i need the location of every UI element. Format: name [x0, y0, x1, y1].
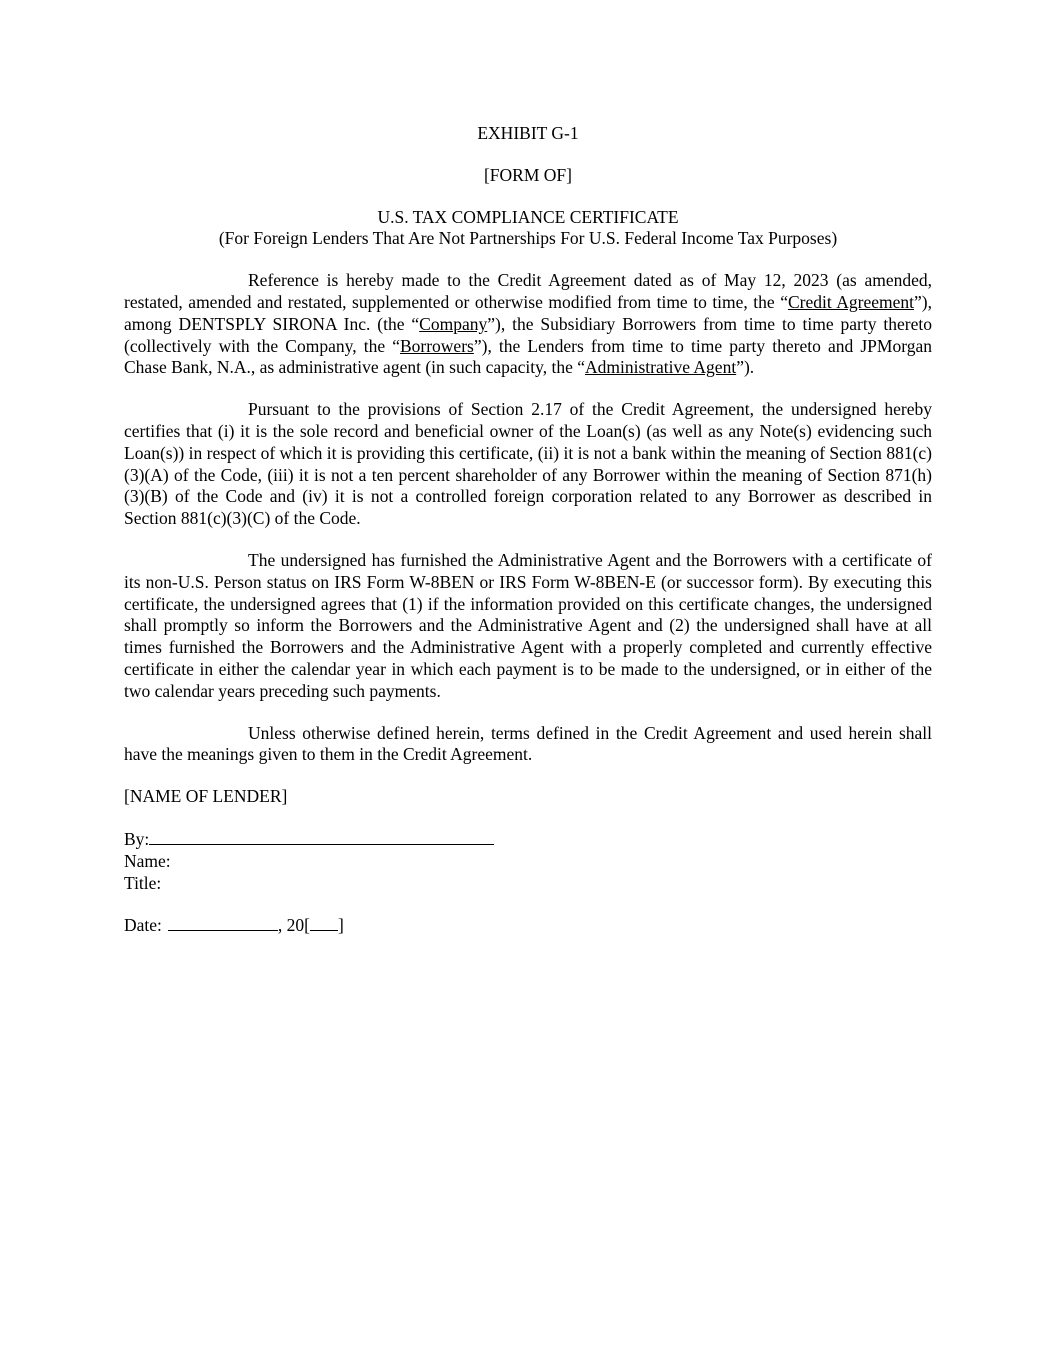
date-blank[interactable] [168, 914, 278, 931]
by-label: By: [124, 828, 150, 849]
certificate-title: U.S. TAX COMPLIANCE CERTIFICATE [377, 206, 679, 227]
lender-name-placeholder: [NAME OF LENDER] [124, 786, 288, 807]
year-blank[interactable] [310, 914, 338, 931]
by-line [124, 828, 932, 851]
defined-term-company: Company [419, 313, 488, 334]
paragraph-reference-text-4: ”), the Lenders from time to time party thereto and JPMorgan Chase Bank, N.A., as administrative agent (in such capacity, the “ [124, 335, 932, 378]
signature-block [124, 828, 932, 894]
paragraph-reference-text-5: ”). [736, 357, 755, 378]
paragraph-definitions: Unless otherwise defined herein, terms defined in the Credit Agreement and used herein shall have the meanings given to them in the Credit Agreement. [124, 722, 932, 765]
date-label: Date: [124, 915, 162, 936]
name-label: Name: [124, 850, 171, 871]
defined-term-borrowers: Borrowers [399, 335, 474, 356]
paragraph-reference [124, 270, 932, 379]
defined-term-administrative-agent: Administrative Agent [585, 357, 737, 378]
year-suffix: ] [337, 915, 344, 936]
title-label: Title: [124, 872, 162, 893]
date-line [124, 914, 932, 937]
year-prefix: , 20[ [277, 915, 310, 936]
paragraph-furnished: The undersigned has furnished the Administrative Agent and the Borrowers with a certificate of its non-U.S. Person status on IRS Form W-8BEN or IRS Form W-8BEN-E (or successor form). By executing this certificate, the undersigned agrees that (1) if the information provided on this certificate changes, the undersigned shall promptly so inform the Borrowers and the Administrative Agent and (2) the undersigned shall have at all times furnished the Borrowers and the Administrative Agent with a properly completed and currently effective certificate in either the calendar year in which each payment is to be made to the undersigned, or in either of the two calendar years preceding such payments. [124, 549, 932, 701]
exhibit-label: EXHIBIT G-1 [477, 123, 579, 143]
document-page [124, 123, 932, 937]
paragraph-reference-text-1: Reference is hereby made to the Credit Agreement dated as of May 12, 2023 (as amended, restated, amended and restated, supplemented or otherwise modified from time to time, the “ [124, 270, 932, 312]
certificate-subtitle: (For Foreign Lenders That Are Not Partnerships For U.S. Federal Income Tax Purposes) [218, 228, 838, 249]
form-of-label: [FORM OF] [483, 164, 572, 185]
certificate-heading [124, 207, 932, 251]
paragraph-reference-text-3: ”), the Subsidiary Borrowers from time to time party thereto (collectively with the Company, the “ [124, 313, 932, 356]
paragraph-reference-text-2: ”), among DENTSPLY SIRONA Inc. (the “ [124, 291, 932, 334]
signature-line[interactable] [149, 828, 494, 845]
paragraph-certification: Pursuant to the provisions of Section 2.17 of the Credit Agreement, the undersigned hereby certifies that (i) it is the sole record and beneficial owner of the Loan(s) (as well as any Note(s) evidencing such Loan(s)) in respect of which it is providing this certificate, (ii) it is not a bank within the meaning of Section 881(c)(3)(A) of the Code, (iii) it is not a ten percent shareholder of any Borrower within the meaning of Section 871(h)(3)(B) of the Code and (iv) it is not a controlled foreign corporation related to any Borrower as described in Section 881(c)(3)(C) of the Code. [124, 399, 932, 529]
defined-term-credit-agreement: Credit Agreement [787, 291, 914, 312]
